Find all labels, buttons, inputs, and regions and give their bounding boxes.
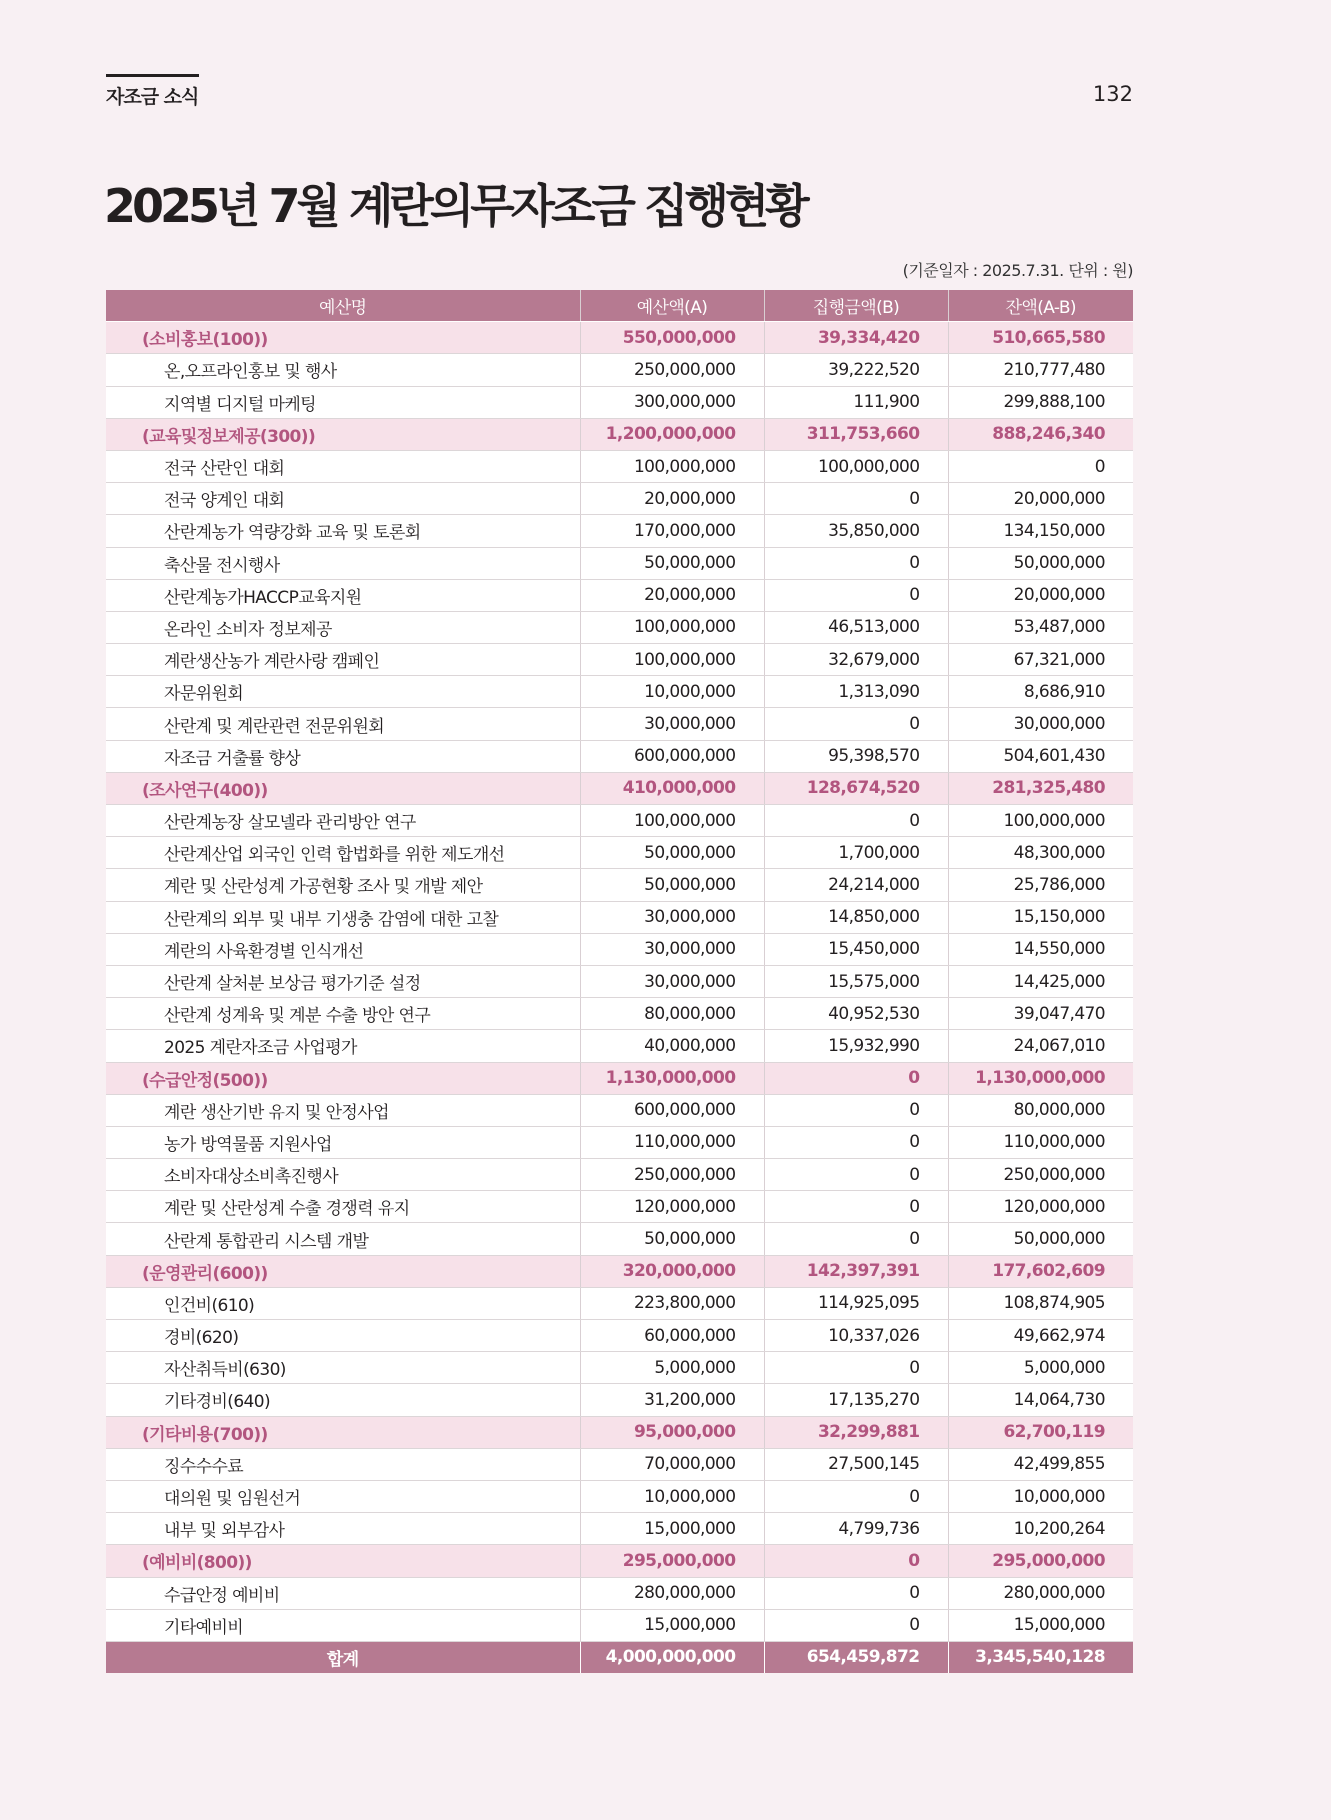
table-row <box>106 354 1133 386</box>
cell-balance: 5,000,000 <box>948 1352 1133 1384</box>
cell-budget-amount: 170,000,000 <box>580 515 764 547</box>
total-label: 합계 <box>106 1641 580 1673</box>
cell-budget-amount: 295,000,000 <box>580 1545 764 1577</box>
cell-balance: 210,777,480 <box>948 354 1133 386</box>
cell-balance: 250,000,000 <box>948 1159 1133 1191</box>
cell-executed-amount: 0 <box>764 1191 948 1223</box>
cell-balance: 67,321,000 <box>948 644 1133 676</box>
cell-budget-name: 수급안정 예비비 <box>106 1577 580 1609</box>
cell-budget-name: 산란계농가 역량강화 교육 및 토론회 <box>106 515 580 547</box>
cell-budget-amount: 95,000,000 <box>580 1416 764 1448</box>
table-row <box>106 1384 1133 1416</box>
table-row <box>106 1320 1133 1352</box>
cell-budget-name: 인건비(610) <box>106 1287 580 1319</box>
cell-budget-amount: 100,000,000 <box>580 450 764 482</box>
cell-budget-name: 산란계산업 외국인 인력 합법화를 위한 제도개선 <box>106 837 580 869</box>
cell-budget-name: 산란계농장 살모넬라 관리방안 연구 <box>106 805 580 837</box>
cell-executed-amount: 114,925,095 <box>764 1287 948 1319</box>
cell-budget-name: (조사연구(400)) <box>106 772 580 804</box>
cell-balance: 100,000,000 <box>948 805 1133 837</box>
column-header-budget-amount: 예산액(A) <box>580 290 764 322</box>
table-row <box>106 483 1133 515</box>
cell-budget-amount: 60,000,000 <box>580 1320 764 1352</box>
cell-budget-name: 소비자대상소비촉진행사 <box>106 1159 580 1191</box>
cell-budget-amount: 300,000,000 <box>580 386 764 418</box>
category-row <box>106 418 1133 450</box>
table-row <box>106 740 1133 772</box>
cell-balance: 14,425,000 <box>948 965 1133 997</box>
cell-executed-amount: 15,450,000 <box>764 933 948 965</box>
cell-executed-amount: 0 <box>764 1126 948 1158</box>
cell-budget-name: 온라인 소비자 정보제공 <box>106 611 580 643</box>
table-body <box>106 322 1133 1642</box>
cell-balance: 1,130,000,000 <box>948 1062 1133 1094</box>
cell-balance: 299,888,100 <box>948 386 1133 418</box>
cell-budget-amount: 280,000,000 <box>580 1577 764 1609</box>
cell-budget-amount: 250,000,000 <box>580 354 764 386</box>
table-row <box>106 1030 1133 1062</box>
cell-balance: 0 <box>948 450 1133 482</box>
cell-budget-name: 계란생산농가 계란사랑 캠페인 <box>106 644 580 676</box>
cell-balance: 62,700,119 <box>948 1416 1133 1448</box>
cell-budget-amount: 50,000,000 <box>580 547 764 579</box>
cell-budget-name: 징수수수료 <box>106 1448 580 1480</box>
cell-balance: 295,000,000 <box>948 1545 1133 1577</box>
cell-executed-amount: 32,299,881 <box>764 1416 948 1448</box>
cell-budget-amount: 20,000,000 <box>580 579 764 611</box>
table-row <box>106 1609 1133 1641</box>
cell-budget-name: (소비홍보(100)) <box>106 322 580 354</box>
cell-executed-amount: 1,313,090 <box>764 676 948 708</box>
cell-balance: 108,874,905 <box>948 1287 1133 1319</box>
cell-budget-name: (운영관리(600)) <box>106 1255 580 1287</box>
table-row <box>106 901 1133 933</box>
cell-balance: 14,064,730 <box>948 1384 1133 1416</box>
table-row <box>106 547 1133 579</box>
cell-balance: 50,000,000 <box>948 547 1133 579</box>
cell-budget-amount: 250,000,000 <box>580 1159 764 1191</box>
cell-executed-amount: 0 <box>764 1062 948 1094</box>
table-row <box>106 1159 1133 1191</box>
cell-budget-amount: 223,800,000 <box>580 1287 764 1319</box>
cell-balance: 25,786,000 <box>948 869 1133 901</box>
cell-balance: 14,550,000 <box>948 933 1133 965</box>
cell-executed-amount: 14,850,000 <box>764 901 948 933</box>
cell-budget-amount: 410,000,000 <box>580 772 764 804</box>
cell-balance: 49,662,974 <box>948 1320 1133 1352</box>
cell-executed-amount: 15,575,000 <box>764 965 948 997</box>
cell-budget-amount: 30,000,000 <box>580 933 764 965</box>
cell-executed-amount: 0 <box>764 1159 948 1191</box>
cell-budget-amount: 50,000,000 <box>580 1223 764 1255</box>
cell-executed-amount: 0 <box>764 1480 948 1512</box>
total-row <box>106 1641 1133 1673</box>
table-row <box>106 837 1133 869</box>
cell-executed-amount: 17,135,270 <box>764 1384 948 1416</box>
cell-budget-amount: 100,000,000 <box>580 611 764 643</box>
cell-budget-amount: 100,000,000 <box>580 644 764 676</box>
table-row <box>106 644 1133 676</box>
cell-budget-amount: 20,000,000 <box>580 483 764 515</box>
cell-executed-amount: 24,214,000 <box>764 869 948 901</box>
cell-budget-name: 산란계 성계육 및 계분 수출 방안 연구 <box>106 998 580 1030</box>
cell-budget-amount: 1,200,000,000 <box>580 418 764 450</box>
cell-balance: 42,499,855 <box>948 1448 1133 1480</box>
cell-balance: 10,200,264 <box>948 1513 1133 1545</box>
category-row <box>106 1545 1133 1577</box>
cell-executed-amount: 95,398,570 <box>764 740 948 772</box>
cell-budget-amount: 50,000,000 <box>580 869 764 901</box>
cell-executed-amount: 0 <box>764 1577 948 1609</box>
cell-executed-amount: 40,952,530 <box>764 998 948 1030</box>
column-header-balance: 잔액(A-B) <box>948 290 1133 322</box>
cell-budget-name: 계란 생산기반 유지 및 안정사업 <box>106 1094 580 1126</box>
table-row <box>106 933 1133 965</box>
cell-budget-amount: 1,130,000,000 <box>580 1062 764 1094</box>
cell-budget-amount: 30,000,000 <box>580 708 764 740</box>
cell-budget-amount: 10,000,000 <box>580 676 764 708</box>
cell-budget-name: 내부 및 외부감사 <box>106 1513 580 1545</box>
table-row <box>106 1513 1133 1545</box>
table-row <box>106 1126 1133 1158</box>
table-row <box>106 805 1133 837</box>
unit-note: (기준일자 : 2025.7.31. 단위 : 원) <box>902 261 1133 280</box>
cell-balance: 134,150,000 <box>948 515 1133 547</box>
cell-budget-name: 대의원 및 임원선거 <box>106 1480 580 1512</box>
table-row <box>106 386 1133 418</box>
cell-budget-name: 산란계의 외부 및 내부 기생충 감염에 대한 고찰 <box>106 901 580 933</box>
cell-balance: 510,665,580 <box>948 322 1133 354</box>
cell-budget-amount: 600,000,000 <box>580 740 764 772</box>
cell-budget-name: 자문위원회 <box>106 676 580 708</box>
cell-balance: 20,000,000 <box>948 579 1133 611</box>
cell-budget-name: 자산취득비(630) <box>106 1352 580 1384</box>
cell-budget-name: 기타경비(640) <box>106 1384 580 1416</box>
cell-budget-name: 산란계 및 계란관련 전문위원회 <box>106 708 580 740</box>
cell-executed-amount: 4,799,736 <box>764 1513 948 1545</box>
category-row <box>106 772 1133 804</box>
cell-balance: 281,325,480 <box>948 772 1133 804</box>
cell-balance: 48,300,000 <box>948 837 1133 869</box>
cell-budget-name: (기타비용(700)) <box>106 1416 580 1448</box>
cell-budget-name: 전국 산란인 대회 <box>106 450 580 482</box>
cell-executed-amount: 0 <box>764 547 948 579</box>
cell-executed-amount: 0 <box>764 1094 948 1126</box>
category-row <box>106 1255 1133 1287</box>
cell-budget-amount: 100,000,000 <box>580 805 764 837</box>
cell-executed-amount: 128,674,520 <box>764 772 948 804</box>
cell-budget-name: (교육및정보제공(300)) <box>106 418 580 450</box>
cell-budget-amount: 320,000,000 <box>580 1255 764 1287</box>
cell-executed-amount: 0 <box>764 483 948 515</box>
cell-budget-amount: 550,000,000 <box>580 322 764 354</box>
cell-executed-amount: 32,679,000 <box>764 644 948 676</box>
cell-budget-name: 계란 및 산란성계 수출 경쟁력 유지 <box>106 1191 580 1223</box>
cell-budget-name: 자조금 거출률 향상 <box>106 740 580 772</box>
cell-balance: 80,000,000 <box>948 1094 1133 1126</box>
table-row <box>106 965 1133 997</box>
column-header-budget-name: 예산명 <box>106 290 580 322</box>
cell-budget-amount: 15,000,000 <box>580 1609 764 1641</box>
table-row <box>106 1480 1133 1512</box>
cell-budget-amount: 80,000,000 <box>580 998 764 1030</box>
cell-budget-amount: 120,000,000 <box>580 1191 764 1223</box>
cell-balance: 20,000,000 <box>948 483 1133 515</box>
category-row <box>106 322 1133 354</box>
cell-balance: 8,686,910 <box>948 676 1133 708</box>
cell-budget-name: 지역별 디지털 마케팅 <box>106 386 580 418</box>
cell-executed-amount: 27,500,145 <box>764 1448 948 1480</box>
category-row <box>106 1416 1133 1448</box>
cell-budget-amount: 110,000,000 <box>580 1126 764 1158</box>
cell-balance: 39,047,470 <box>948 998 1133 1030</box>
table-row <box>106 1223 1133 1255</box>
cell-budget-name: 계란 및 산란성계 가공현황 조사 및 개발 제안 <box>106 869 580 901</box>
table-row <box>106 1287 1133 1319</box>
table-header-row <box>106 290 1133 322</box>
table-row <box>106 1577 1133 1609</box>
cell-budget-amount: 31,200,000 <box>580 1384 764 1416</box>
cell-budget-name: 축산물 전시행사 <box>106 547 580 579</box>
cell-executed-amount: 39,334,420 <box>764 322 948 354</box>
cell-balance: 120,000,000 <box>948 1191 1133 1223</box>
category-row <box>106 1062 1133 1094</box>
cell-budget-name: 2025 계란자조금 사업평가 <box>106 1030 580 1062</box>
cell-executed-amount: 10,337,026 <box>764 1320 948 1352</box>
cell-executed-amount: 15,932,990 <box>764 1030 948 1062</box>
cell-balance: 504,601,430 <box>948 740 1133 772</box>
cell-budget-amount: 600,000,000 <box>580 1094 764 1126</box>
cell-executed-amount: 0 <box>764 1223 948 1255</box>
cell-budget-name: 산란계농가HACCP교육지원 <box>106 579 580 611</box>
table-row <box>106 1191 1133 1223</box>
cell-balance: 888,246,340 <box>948 418 1133 450</box>
cell-executed-amount: 1,700,000 <box>764 837 948 869</box>
page-title: 2025년 7월 계란의무자조금 집행현황 <box>104 179 806 233</box>
cell-budget-amount: 40,000,000 <box>580 1030 764 1062</box>
section-label: 자조금 소식 <box>106 86 199 108</box>
table-row <box>106 450 1133 482</box>
cell-balance: 30,000,000 <box>948 708 1133 740</box>
cell-executed-amount: 111,900 <box>764 386 948 418</box>
cell-executed-amount: 0 <box>764 1352 948 1384</box>
cell-balance: 280,000,000 <box>948 1577 1133 1609</box>
table-row <box>106 676 1133 708</box>
table-row <box>106 1094 1133 1126</box>
column-header-executed-amount: 집행금액(B) <box>764 290 948 322</box>
cell-budget-name: 경비(620) <box>106 1320 580 1352</box>
table-row <box>106 1352 1133 1384</box>
budget-table <box>106 290 1133 1673</box>
cell-balance: 53,487,000 <box>948 611 1133 643</box>
cell-budget-amount: 30,000,000 <box>580 965 764 997</box>
cell-executed-amount: 46,513,000 <box>764 611 948 643</box>
cell-budget-amount: 15,000,000 <box>580 1513 764 1545</box>
cell-executed-amount: 0 <box>764 708 948 740</box>
cell-balance: 15,150,000 <box>948 901 1133 933</box>
page-number: 132 <box>1092 82 1133 106</box>
cell-balance: 177,602,609 <box>948 1255 1133 1287</box>
table-row <box>106 998 1133 1030</box>
total-balance: 3,345,540,128 <box>948 1641 1133 1673</box>
cell-budget-name: (예비비(800)) <box>106 1545 580 1577</box>
cell-budget-amount: 5,000,000 <box>580 1352 764 1384</box>
table-row <box>106 579 1133 611</box>
header-rule <box>106 74 199 77</box>
cell-balance: 110,000,000 <box>948 1126 1133 1158</box>
cell-budget-amount: 70,000,000 <box>580 1448 764 1480</box>
total-executed: 654,459,872 <box>764 1641 948 1673</box>
cell-executed-amount: 39,222,520 <box>764 354 948 386</box>
cell-balance: 24,067,010 <box>948 1030 1133 1062</box>
cell-budget-amount: 50,000,000 <box>580 837 764 869</box>
cell-executed-amount: 0 <box>764 1609 948 1641</box>
cell-budget-name: 산란계 통합관리 시스템 개발 <box>106 1223 580 1255</box>
cell-budget-name: 계란의 사육환경별 인식개선 <box>106 933 580 965</box>
cell-budget-name: (수급안정(500)) <box>106 1062 580 1094</box>
cell-budget-name: 기타예비비 <box>106 1609 580 1641</box>
table-row <box>106 869 1133 901</box>
cell-budget-name: 온,오프라인홍보 및 행사 <box>106 354 580 386</box>
cell-budget-amount: 10,000,000 <box>580 1480 764 1512</box>
cell-balance: 10,000,000 <box>948 1480 1133 1512</box>
table-row <box>106 611 1133 643</box>
cell-budget-name: 전국 양계인 대회 <box>106 483 580 515</box>
table-row <box>106 515 1133 547</box>
cell-budget-name: 산란계 살처분 보상금 평가기준 설정 <box>106 965 580 997</box>
cell-executed-amount: 35,850,000 <box>764 515 948 547</box>
cell-executed-amount: 0 <box>764 1545 948 1577</box>
cell-budget-amount: 30,000,000 <box>580 901 764 933</box>
table-row <box>106 1448 1133 1480</box>
cell-balance: 50,000,000 <box>948 1223 1133 1255</box>
table-row <box>106 708 1133 740</box>
cell-executed-amount: 100,000,000 <box>764 450 948 482</box>
cell-balance: 15,000,000 <box>948 1609 1133 1641</box>
cell-executed-amount: 142,397,391 <box>764 1255 948 1287</box>
total-budget: 4,000,000,000 <box>580 1641 764 1673</box>
cell-budget-name: 농가 방역물품 지원사업 <box>106 1126 580 1158</box>
cell-executed-amount: 0 <box>764 805 948 837</box>
cell-executed-amount: 0 <box>764 579 948 611</box>
cell-executed-amount: 311,753,660 <box>764 418 948 450</box>
